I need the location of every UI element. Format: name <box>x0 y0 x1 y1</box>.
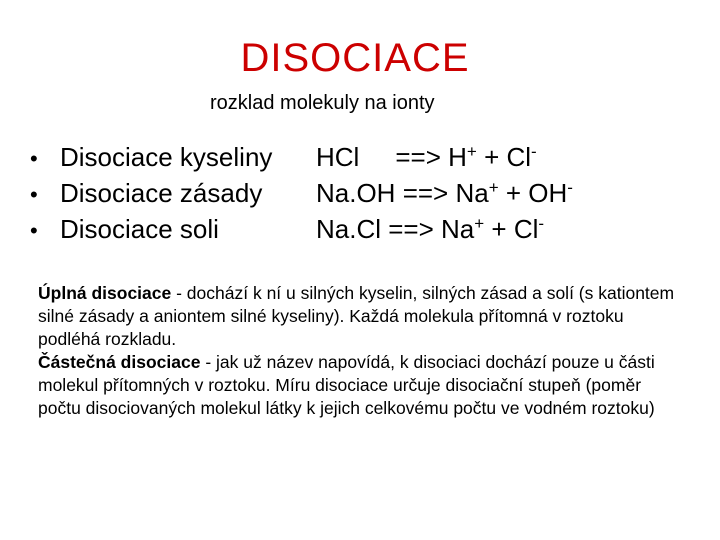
list-item-acid <box>30 142 573 178</box>
equation-salt <box>316 214 544 245</box>
equation-charge: + <box>488 178 499 197</box>
equation-mid: + Cl <box>476 142 532 172</box>
equation-left: HCl <box>316 142 360 172</box>
full-dissociation-term: Úplná disociace <box>38 283 172 303</box>
equation-arrow: ==> H <box>395 142 467 172</box>
equation-charge: + <box>474 214 485 233</box>
partial-dissociation-text: - jak už název napovídá, k disociaci dochází pouze u části molekul přítomných v roztoku. Míru disociace určuje disociační stupeň (poměr počtu disociovaných molekul látky k jejich celkovému počtu ve vodném roztoku) <box>38 352 655 418</box>
equation-charge: + <box>466 142 477 161</box>
explanation-paragraph <box>38 282 688 420</box>
page-subtitle: rozklad molekuly na ionty <box>210 92 435 114</box>
bullet-label: Disociace zásady <box>60 178 263 208</box>
equation-charge: - <box>538 214 545 233</box>
equation-left: Na.Cl <box>316 214 382 244</box>
dissociation-list <box>30 142 573 250</box>
full-dissociation-text: - dochází k ní u silných kyselin, silných zásad a solí (s kationtem silné zásady a aniontem silné kyseliny). Každá molekula přítomná v roztoku podléhá rozkladu. <box>38 283 675 349</box>
list-item-base <box>30 178 573 214</box>
page-title: DISOCIACE <box>240 36 470 80</box>
equation-mid: + OH <box>498 178 568 208</box>
list-item-salt <box>30 214 573 250</box>
bullet-icon: • <box>30 182 38 207</box>
equation-mid: + Cl <box>484 214 539 244</box>
equation-base <box>316 178 573 209</box>
equation-left: Na.OH <box>316 178 396 208</box>
equation-arrow: ==> Na <box>395 178 489 208</box>
bullet-icon: • <box>30 218 38 243</box>
bullet-label: Disociace kyseliny <box>60 142 273 172</box>
bullet-icon: • <box>30 146 38 171</box>
partial-dissociation-term: Částečná disociace <box>38 352 201 372</box>
bullet-label: Disociace soli <box>60 214 219 244</box>
equation-charge: - <box>531 142 537 161</box>
equation-acid <box>316 142 537 173</box>
equation-arrow: ==> Na <box>381 214 475 244</box>
equation-charge: - <box>567 178 573 197</box>
